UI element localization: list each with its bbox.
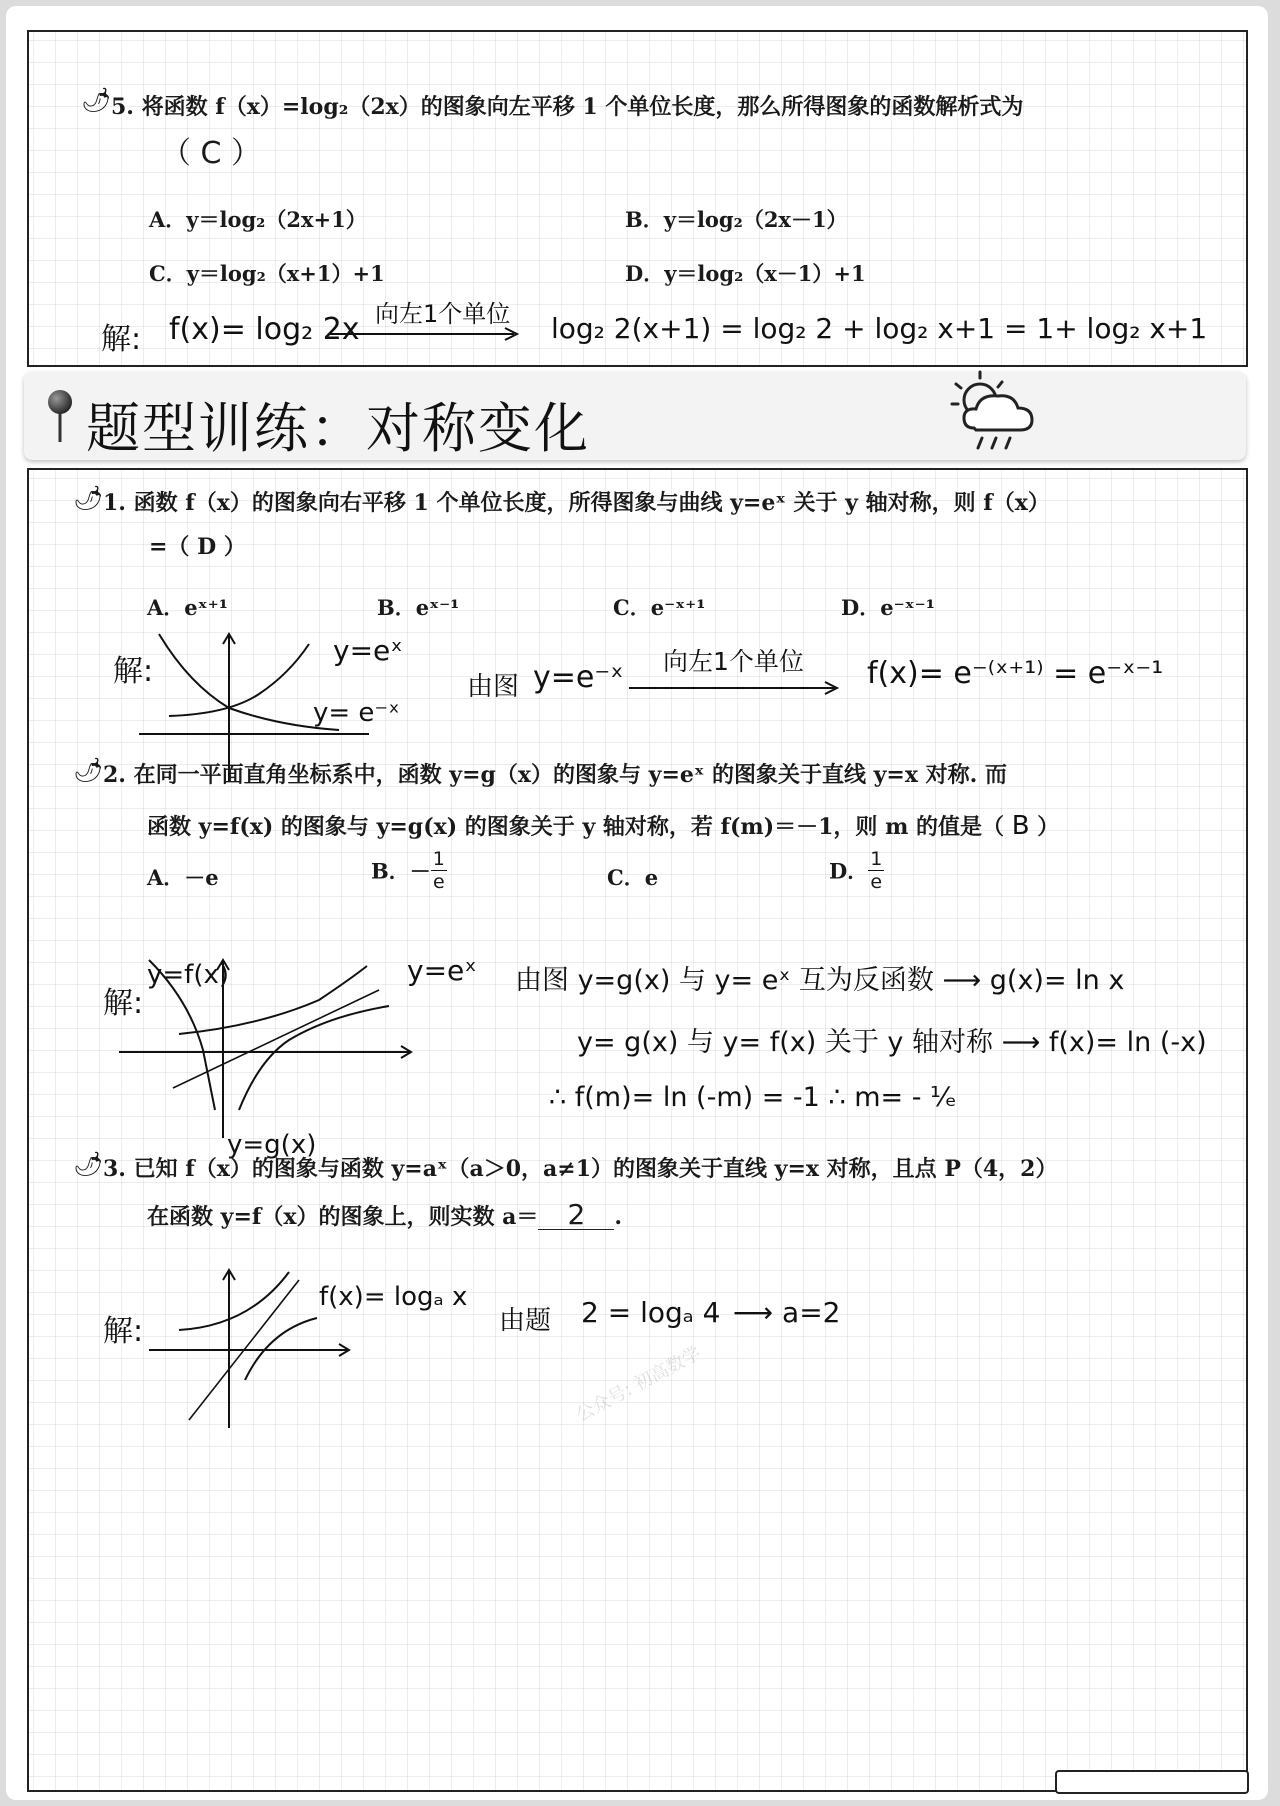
- chili-pepper-icon: 🌶: [73, 756, 104, 784]
- problem-2-solution-line3: ∴ f(m)= ln (-m) = -1 ∴ m= - ¹⁄ₑ: [549, 1082, 957, 1113]
- problem-3-equation: 2 = logₐ 4: [581, 1296, 721, 1329]
- problem-3-solution-label: 解:: [103, 1314, 144, 1349]
- problem-2-option-d: D． $\frac{1}{e}$: [829, 848, 883, 893]
- chili-pepper-icon: 🌶: [81, 86, 112, 114]
- problem-1-option-c: C．e⁻ˣ⁺¹: [613, 595, 706, 620]
- problem-2-solution-line1: 由图 y=g(x) 与 y= eˣ 互为反函数 ⟶ g(x)= ln x: [515, 965, 1125, 996]
- section-title: 题型训练：对称变化: [86, 397, 590, 460]
- problem-3-question-line2: 在函数 y=f（x）的图象上，则实数 a＝ 2 .: [147, 1198, 623, 1231]
- problem-1-solution-label: 解:: [113, 654, 154, 689]
- problem-5-question: 5. 将函数 f（x）=log₂（2x）的图象向左平移 1 个单位长度，那么所得图象的函数解析式为: [111, 94, 1024, 120]
- problem-3-answer: 2: [538, 1201, 614, 1230]
- problem-1-answer-line: =（ D ）: [149, 534, 246, 560]
- problem-3-graph-label: f(x)= logₐ x: [319, 1282, 468, 1312]
- problem-3-question-line1: 3. 已知 f（x）的图象与函数 y=aˣ（a＞0，a≠1）的图象关于直线 y=x 对称，且点 P（4，2）: [103, 1156, 1058, 1182]
- problem-5-solution-label: 解:: [101, 322, 142, 357]
- problem-1-reason: 由图: [467, 672, 520, 702]
- problem-1-option-d: D．e⁻ˣ⁻¹: [841, 595, 935, 620]
- problem-5-option-c: C．y＝log₂（x+1）+1: [149, 261, 385, 286]
- corner-bar: [1055, 1770, 1249, 1794]
- problem-2-answer: B: [1011, 811, 1030, 841]
- problem-5-arrow: [329, 324, 529, 344]
- problem-3-reason: 由题: [499, 1306, 552, 1336]
- problem-5-arrow-label: 向左1个单位: [375, 300, 511, 328]
- problem-5-solution-rhs: log₂ 2(x+1) = log₂ 2 + log₂ x+1 = 1+ log₂ x+1: [551, 312, 1208, 345]
- problem-3-result: ⟶ a=2: [733, 1296, 841, 1329]
- problem-2-option-c: C．e: [607, 865, 659, 890]
- problem-2-graph-label-g: y=g(x): [227, 1130, 317, 1160]
- problem-2-graph-label-e: y=eˣ: [407, 954, 477, 987]
- problem-1-arrow: [629, 678, 849, 698]
- watermark: 公众号: 初高数学: [572, 1342, 705, 1426]
- problem-1-question: 1. 函数 f（x）的图象向右平移 1 个单位长度，所得图象与曲线 y=eˣ 关于 y 轴对称，则 f（x）: [103, 490, 1050, 516]
- chili-pepper-icon: 🌶: [73, 484, 104, 512]
- problem-5-answer: （ C ）: [161, 136, 262, 171]
- problem-5-option-a: A．y＝log₂（2x+1）: [149, 207, 367, 232]
- problem-5-option-b: B．y＝log₂（2x－1）: [625, 207, 848, 232]
- training-frame: [27, 468, 1248, 1792]
- problem-1-start: y=e⁻ˣ: [533, 660, 624, 695]
- problem-5-frame: [27, 30, 1248, 367]
- sun-behind-rain-cloud-icon: [942, 364, 1052, 468]
- problem-5-solution-lhs: f(x)= log₂ 2x: [169, 312, 360, 347]
- chili-pepper-icon: 🌶: [73, 1150, 104, 1178]
- problem-5-option-d: D．y＝log₂（x－1）+1: [625, 261, 866, 286]
- problem-1-result: f(x)= e⁻⁽ˣ⁺¹⁾ = e⁻ˣ⁻¹: [867, 656, 1164, 691]
- map-pin-icon: [42, 388, 78, 444]
- section-banner: [24, 372, 1246, 460]
- problem-2-question-line1: 2. 在同一平面直角坐标系中，函数 y=g（x）的图象与 y=eˣ 的图象关于直线 y=x 对称. 而: [103, 762, 1007, 788]
- problem-1-arrow-label: 向左1个单位: [663, 647, 804, 676]
- problem-1-option-a: A．eˣ⁺¹: [147, 595, 228, 620]
- problem-2-question-line2: 函数 y=f(x) 的图象与 y=g(x) 的图象关于 y 轴对称，若 f(m)＝－1，则 m 的值是（ B ）: [147, 811, 1060, 841]
- problem-2-graph-label-f: y=f(x): [147, 960, 229, 990]
- problem-2-option-b: B．－ $\frac{1}{e}$: [371, 848, 445, 893]
- problem-1-graph-label-ex: y=eˣ: [333, 634, 403, 667]
- problem-2-solution-line2: y= g(x) 与 y= f(x) 关于 y 轴对称 ⟶ f(x)= ln (-x): [577, 1027, 1207, 1058]
- problem-2-solution-label: 解:: [103, 986, 144, 1021]
- problem-1-option-b: B．eˣ⁻¹: [377, 595, 460, 620]
- problem-1-graph-label-enx: y= e⁻ˣ: [313, 698, 400, 728]
- problem-2-option-a: A．－e: [147, 865, 219, 890]
